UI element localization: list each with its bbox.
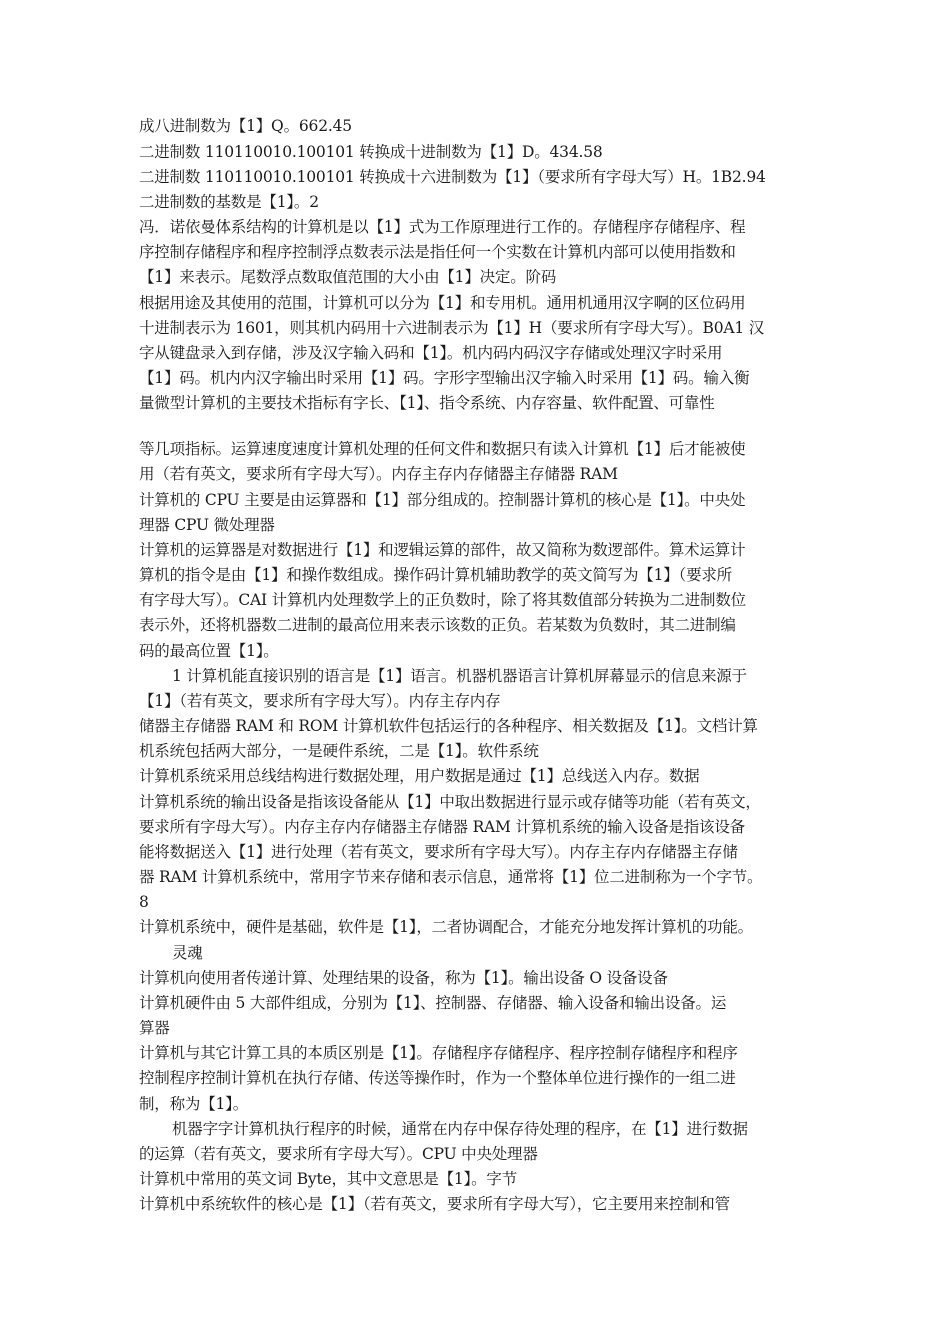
text-line: 机系统包括两大部分，一是硬件系统，二是【1】。软件系统 (139, 742, 539, 760)
text-line: 储器主存储器 RAM 和 ROM 计算机软件包括运行的各种程序、相关数据及【1】。文档计算 (139, 717, 758, 735)
text-line: 算机的指令是由【1】和操作数组成。操作码计算机辅助教学的英文简写为【1】（要求所 (139, 566, 732, 584)
text-line: 计算机向使用者传递计算、处理结果的设备，称为【1】。输出设备 O 设备设备 (139, 969, 668, 987)
text-line: 计算机的 CPU 主要是由运算器和【1】部分组成的。控制器计算机的核心是【1】。中央处 (139, 491, 746, 509)
text-line: 灵魂 (172, 944, 203, 962)
text-line: 计算机与其它计算工具的本质区别是【1】。存储程序存储程序、程序控制存储程序和程序 (139, 1044, 738, 1062)
text-line: 用（若有英文，要求所有字母大写）。内存主存内存储器主存储器 RAM (139, 465, 618, 483)
text-line: 有字母大写）。CAI 计算机内处理数学上的正负数时，除了将其数值部分转换为二进制数位 (139, 591, 746, 609)
text-line: 计算机中系统软件的核心是【1】（若有英文，要求所有字母大写），它主要用来控制和管 (139, 1195, 730, 1213)
text-line: 冯．诺依曼体系结构的计算机是以【1】式为工作原理进行工作的。存储程序存储程序、程 (139, 218, 746, 236)
text-line: 计算机系统采用总线结构进行数据处理，用户数据是通过【1】总线送入内存。数据 (139, 767, 700, 785)
text-line: 二进制数的基数是【1】。2 (139, 193, 319, 211)
text-line: 量微型计算机的主要技术指标有字长、【1】、指令系统、内存容量、软件配置、可靠性 (139, 394, 715, 412)
text-line: 制，称为【1】。 (139, 1095, 249, 1113)
text-line: 等几项指标。运算速度速度计算机处理的任何文件和数据只有读入计算机【1】后才能被使 (139, 440, 746, 458)
text-line: 理器 CPU 微处理器 (139, 516, 275, 534)
text-line: 控制程序控制计算机在执行存储、传送等操作时，作为一个整体单位进行操作的一组二进 (139, 1069, 736, 1087)
text-line: 8 (139, 893, 149, 911)
text-line: 计算机系统的输出设备是指该设备能从【1】中取出数据进行显示或存储等功能（若有英文， (139, 793, 761, 811)
text-line: 二进制数 110110010.100101 转换成十六进制数为【1】（要求所有字母大写）H。1B2.94 (139, 168, 766, 186)
text-line: 计算机中常用的英文词 Byte，其中文意思是【1】。字节 (139, 1170, 517, 1188)
text-line: 器 RAM 计算机系统中，常用字节来存储和表示信息，通常将【1】位二进制称为一个字节。 (139, 868, 763, 886)
text-line: 【1】来表示。尾数浮点数取值范围的大小由【1】决定。阶码 (139, 268, 557, 286)
text-line: 计算机硬件由 5 大部件组成，分别为【1】、控制器、存储器、输入设备和输出设备。运 (139, 994, 727, 1012)
text-line: 1 计算机能直接识别的语言是【1】语言。机器机器语言计算机屏幕显示的信息来源于 (172, 667, 747, 685)
text-line: 计算机系统中，硬件是基础，软件是【1】，二者协调配合，才能充分地发挥计算机的功能。 (139, 918, 753, 936)
text-line: 表示外，还将机器数二进制的最高位用来表示该数的正负。若某数为负数时，其二进制编 (139, 616, 736, 634)
text-line: 要求所有字母大写）。内存主存内存储器主存储器 RAM 计算机系统的输入设备是指该设备 (139, 818, 745, 836)
text-line: 【1】码。机内内汉字输出时采用【1】码。字形字型输出汉字输入时采用【1】码。输入衡 (139, 369, 750, 387)
text-line: 序控制存储程序和程序控制浮点数表示法是指任何一个实数在计算机内部可以使用指数和 (139, 243, 736, 261)
text-line: 成八进制数为【1】Q。662.45 (139, 117, 352, 135)
text-line: 根据用途及其使用的范围，计算机可以分为【1】和专用机。通用机通用汉字啊的区位码用 (139, 294, 746, 312)
text-line: 能将数据送入【1】进行处理（若有英文，要求所有字母大写）。内存主存内存储器主存储 (139, 843, 738, 861)
text-line: 机器字字计算机执行程序的时候，通常在内存中保存待处理的程序，在【1】进行数据 (172, 1120, 748, 1138)
text-line: 的运算（若有英文，要求所有字母大写）。CPU 中央处理器 (139, 1145, 538, 1163)
text-line: 十进制表示为 1601，则其机内码用十六进制表示为【1】H（要求所有字母大写）。B0A1 汉 (139, 319, 765, 337)
text-line: 算器 (139, 1019, 170, 1037)
text-line: 码的最高位置【1】。 (139, 642, 279, 660)
text-line: 计算机的运算器是对数据进行【1】和逻辑运算的部件，故又简称为数逻部件。算术运算计 (139, 541, 746, 559)
text-line: 字从键盘录入到存储，涉及汉字输入码和【1】。机内码内码汉字存储或处理汉字时采用 (139, 344, 723, 362)
text-line: 【1】（若有英文，要求所有字母大写）。内存主存内存 (139, 692, 501, 710)
text-line: 二进制数 110110010.100101 转换成十进制数为【1】D。434.58 (139, 143, 603, 161)
